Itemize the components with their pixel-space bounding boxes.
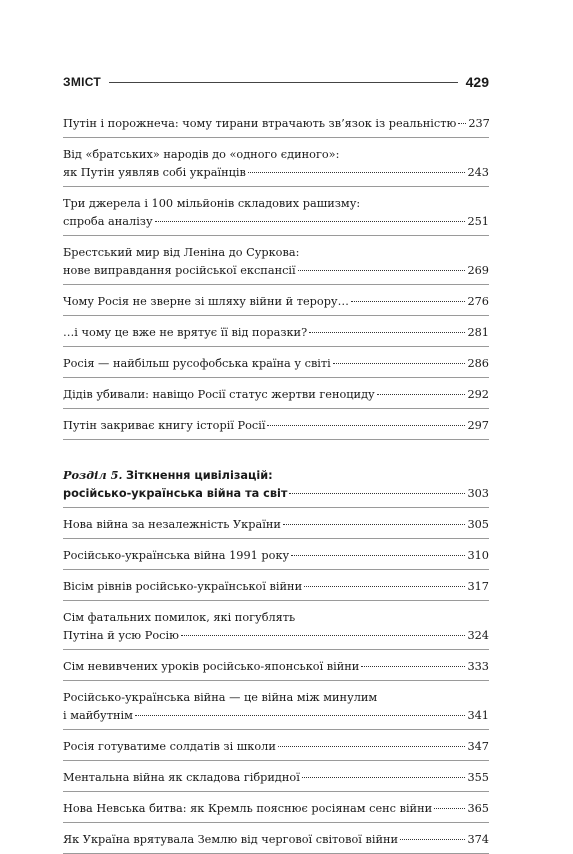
toc-page-number: 305 [467,518,489,531]
dot-leader [248,172,466,173]
dot-leader [458,123,466,124]
toc-entry-line [63,244,489,262]
dot-leader [400,839,465,840]
toc-entry-title: спроба аналізу [63,215,153,228]
table-of-contents [63,115,489,854]
toc-entry-title: Російсько-українська війна 1991 року [63,549,290,562]
toc-entry [63,658,489,681]
toc-page-number: 333 [467,660,489,673]
toc-entry [63,547,489,570]
dot-leader [333,363,466,364]
toc-entry [63,386,489,409]
toc-entry-title: нове виправдання російської експансії [63,264,296,277]
chapter-heading-line1 [63,466,489,485]
toc-entry-line [63,800,489,818]
toc-entry-title: і майбутнім [63,709,133,722]
toc-page-number: 286 [467,357,489,370]
toc-page-number: 317 [467,580,489,593]
dot-leader [155,221,466,222]
toc-page-number: 324 [467,629,489,642]
toc-entry-line [63,164,489,182]
toc-entry-title: Росія — найбільш русофобська країна у світі [63,357,331,370]
toc-page-number: 251 [467,215,489,228]
toc-entry-line [63,578,489,596]
toc-entry-title: …і чому це вже не врятує її від поразки? [63,326,308,339]
toc-part-1 [63,115,489,440]
dot-leader [361,666,465,667]
dot-leader [278,746,466,747]
toc-entry [63,355,489,378]
dot-leader [309,332,465,333]
toc-entry-title: Вісім рівнів російсько-української війни [63,580,303,593]
toc-entry-title: Російсько-українська війна — це війна між минулим [63,691,378,704]
toc-page-number: 310 [467,549,489,562]
toc-entry-title: Брестський мир від Леніна до Суркова: [63,246,300,259]
toc-entry-line [63,386,489,404]
chapter-page-number: 303 [467,487,489,500]
toc-page-number: 355 [467,771,489,784]
toc-page-number: 292 [467,388,489,401]
toc-entry [63,831,489,854]
toc-entry-title: Путін і порожнеча: чому тирани втрачають зв’язок із реальністю [63,117,457,130]
toc-entry-line [63,547,489,565]
toc-entry [63,324,489,347]
toc-entry-title: Чому Росія не зверне зі шляху війни й терору… [63,295,349,308]
toc-entry-title: Сім фатальних помилок, які погублять [63,611,296,624]
toc-entry-line [63,262,489,280]
toc-entry-line [63,293,489,311]
toc-entry [63,578,489,601]
chapter-label: Розділ 5. [63,468,123,482]
toc-entry [63,516,489,539]
toc-entry-title: Як Україна врятувала Землю від чергової світової війни [63,833,399,846]
dot-leader [181,635,466,636]
toc-entry-title: Ментальна війна як складова гібридної [63,771,300,784]
toc-entry-line [63,831,489,849]
toc-entry [63,800,489,823]
toc-page-number: 276 [467,295,489,308]
toc-entry-title: Від «братських» народів до «одного єдиного»: [63,148,340,161]
dot-leader [283,524,466,525]
toc-entry-title: Нова Невська битва: як Кремль пояснює росіянам сенс війни [63,802,433,815]
dot-leader [304,586,465,587]
toc-entry-title: Нова війна за незалежність України [63,518,281,531]
toc-entry-line [63,769,489,787]
toc-page-number: 237 [468,117,490,130]
dot-leader [289,493,465,494]
toc-entry-title: Три джерела і 100 мільйонів складових рашизму: [63,197,361,210]
toc-part-2 [63,516,489,854]
toc-entry [63,738,489,761]
toc-page-number: 297 [467,419,489,432]
toc-entry-line [63,324,489,342]
toc-page-number: 365 [467,802,489,815]
toc-entry [63,244,489,285]
dot-leader [291,555,465,556]
toc-entry [63,609,489,650]
toc-page-number: 281 [467,326,489,339]
toc-entry-line [63,689,489,707]
toc-entry-line [63,627,489,645]
dot-leader [351,301,466,302]
header-rule [109,82,458,83]
dot-leader [302,777,466,778]
toc-entry-line [63,609,489,627]
toc-entry [63,689,489,730]
toc-chapter-entry [63,466,489,508]
chapter-heading-line2 [63,485,489,503]
toc-page-number: 341 [467,709,489,722]
toc-entry [63,115,489,138]
toc-entry-title: як Путін уявляв собі українців [63,166,246,179]
toc-entry-line [63,195,489,213]
chapter-title-line1: Зіткнення цивілізацій: [125,469,273,482]
toc-entry-line [63,738,489,756]
toc-entry-title: Сім невивчених уроків російсько-японської війни [63,660,360,673]
chapter-title-line2: російсько-українська війна та світ [63,487,288,500]
toc-entry-line [63,146,489,164]
toc-page-number: 347 [467,740,489,753]
dot-leader [298,270,466,271]
toc-entry-title: Дідів убивали: навіщо Росії статус жертви геноциду [63,388,375,401]
toc-entry-line [63,213,489,231]
toc-entry-line [63,516,489,534]
toc-entry [63,417,489,440]
toc-entry [63,146,489,187]
toc-entry-line [63,115,489,133]
toc-entry-line [63,355,489,373]
toc-entry-line [63,417,489,435]
toc-entry-title: Путіна й усю Росію [63,629,179,642]
running-header [63,73,489,91]
dot-leader [135,715,466,716]
page-number: 429 [465,74,489,90]
running-header-section: ЗМІСТ [63,75,102,89]
toc-entry-line [63,658,489,676]
toc-page-number: 243 [467,166,489,179]
toc-entry-line [63,707,489,725]
toc-entry [63,195,489,236]
toc-entry-title: Росія готуватиме солдатів зі школи [63,740,276,753]
dot-leader [377,394,466,395]
toc-entry-title: Путін закриває книгу історії Росії [63,419,266,432]
toc-page-number: 269 [467,264,489,277]
toc-entry [63,769,489,792]
toc-entry [63,293,489,316]
toc-page-number: 374 [467,833,489,846]
dot-leader [267,425,465,426]
dot-leader [434,808,465,809]
